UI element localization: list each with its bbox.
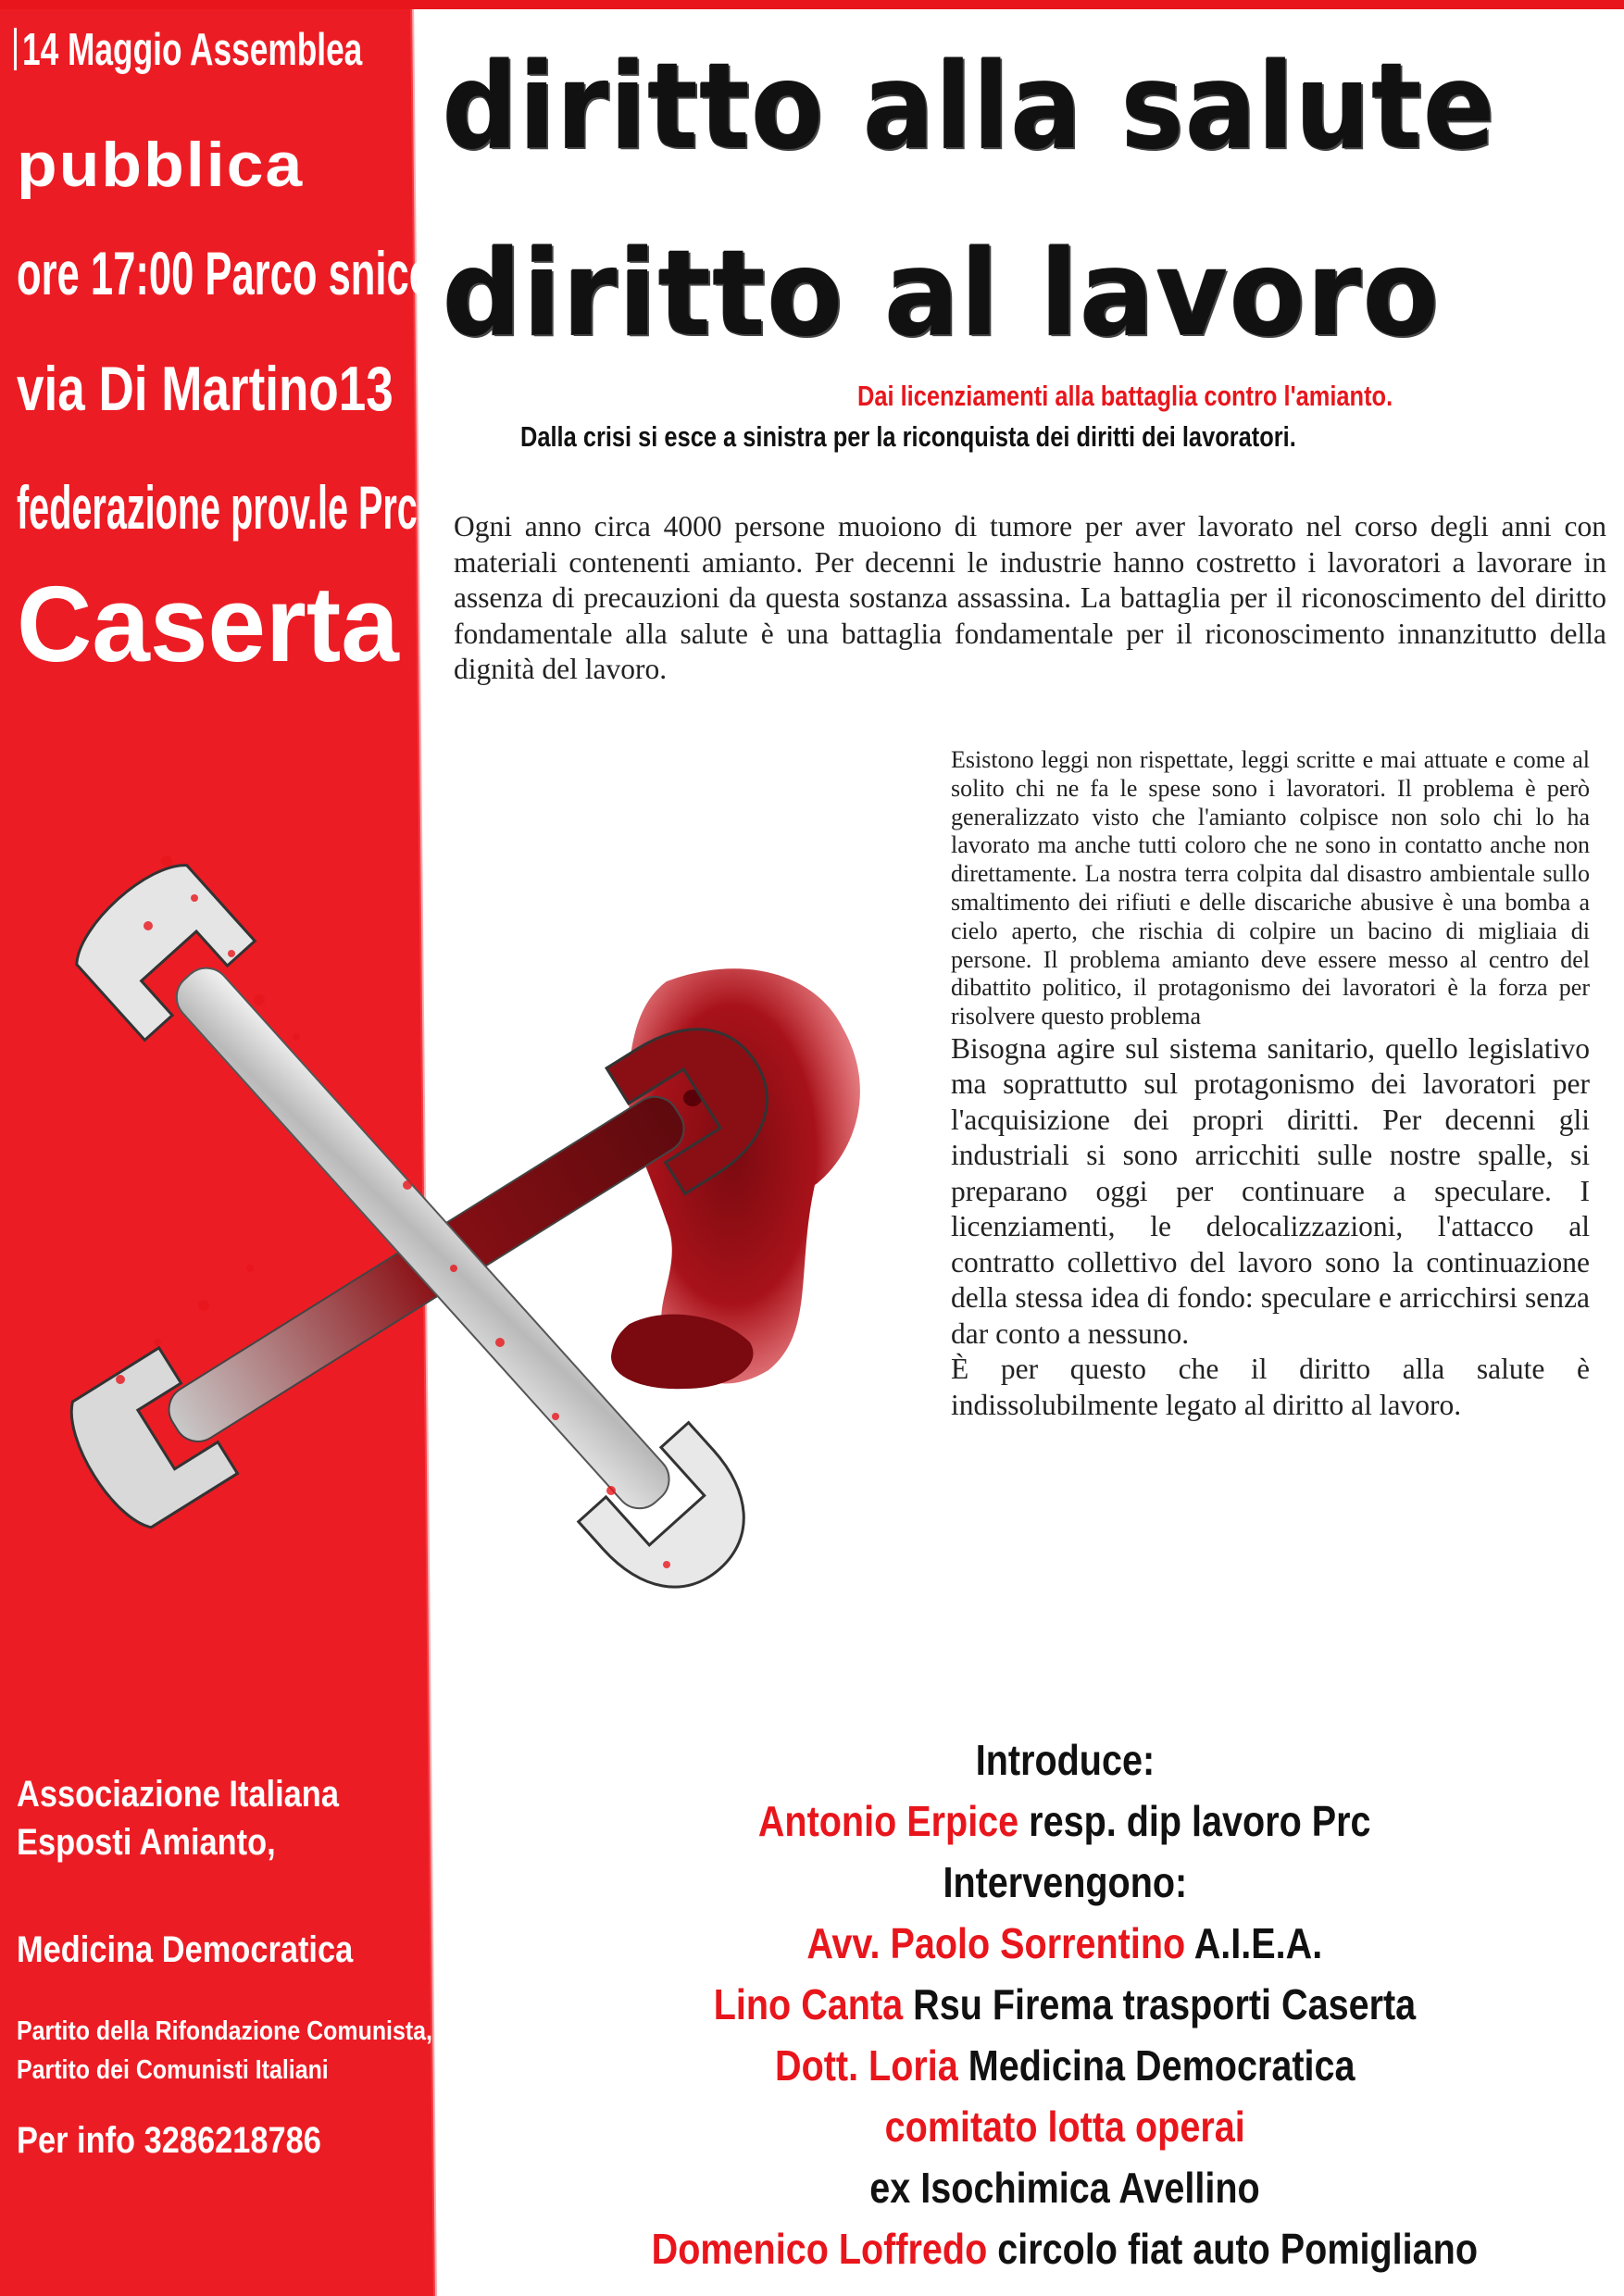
- top-red-border: [0, 0, 1624, 9]
- left-rule: [14, 28, 17, 70]
- speaker-line: Domenico Loffredo circolo fiat auto Pomigliano: [651, 2225, 1479, 2273]
- speaker-line: comitato lotta operai: [884, 2103, 1245, 2151]
- organizer-prc: Partito della Rifondazione Comunista,: [17, 2016, 432, 2046]
- subtitle-red: Dai licenziamenti alla battaglia contro l'amianto.: [857, 380, 1393, 412]
- headline-line-2: diritto al lavoro: [443, 225, 1441, 363]
- column-paragraph-3: È per questo che il diritto alla salute è indissolubilmente legato al diritto al lavoro.: [951, 1353, 1590, 1421]
- organizer-medicina: Medicina Democratica: [17, 1929, 354, 1970]
- column-paragraph-2: Bisogna agire sul sistema sanitario, quello legislativo ma soprattutto sul protagonismo dei lavoratori per l'acquisizione dei propri diritti. Per decenni gli industriali si sono arricchiti sulle nostre spalle, si preparano oggi per continuare a speculare. I licenziamenti, le delocalizzazioni, l'attacco al contratto collettivo del lavoro sono la continuazione della stessa idea di fondo: speculare e arricchirsi senza dar conto a nessuno.: [951, 1031, 1590, 1350]
- info-phone: Per info 3286218786: [17, 2120, 321, 2161]
- introducer: Antonio Erpice resp. dip lavoro Prc: [758, 1797, 1371, 1845]
- body-column: [951, 746, 1590, 1423]
- organizer-pdci: Partito dei Comunisti Italiani: [17, 2055, 329, 2085]
- organizer-aiea-line1: Associazione Italiana: [17, 1774, 339, 1815]
- column-paragraph-1: Esistono leggi non rispettate, leggi scritte e mai attuate e come al solito chi ne fa le spese sono i lavoratori. Il problema è però generalizzato visto che l'amianto colpisce non solo chi lo ha lavorato ma anche tutti coloro che ne sono in contatto anche non direttamente. La nostra terra colpita dal disastro ambientale sullo smaltimento dei rifiuti e delle discariche abusive è una bomba a cielo aperto, che rischia di colpire un bacino di migliaia di persone. Il problema amianto deve essere messo al centro del dibattito politico, il protagonismo dei lavoratori è la forza per risolvere questo problema: [951, 746, 1590, 1030]
- speaker-line: Avv. Paolo Sorrentino A.I.E.A.: [806, 1919, 1323, 1967]
- crossed-wrenches-illustration: [19, 787, 907, 1694]
- speakers-block: [518, 1729, 1611, 2279]
- event-type-line: pubblica: [17, 130, 305, 200]
- speaker-line: Lino Canta Rsu Firema trasporti Caserta: [713, 1980, 1417, 2028]
- speaker-line: Dott. Loria Medicina Democratica: [774, 2041, 1355, 2090]
- speaker-line: ex Isochimica Avellino: [869, 2164, 1260, 2212]
- introduce-label: Introduce:: [975, 1736, 1155, 1784]
- organizer-aiea-line2: Esposti Amianto,: [17, 1822, 276, 1863]
- event-city: Caserta: [17, 564, 399, 684]
- event-time-place: ore 17:00 Parco snicer: [17, 239, 447, 307]
- subtitle-black: Dalla crisi si esce a sinistra per la riconquista dei diritti dei lavoratori.: [520, 420, 1296, 453]
- event-address: via Di Martino13: [17, 354, 394, 424]
- speakers-label: Intervengono:: [943, 1858, 1187, 1906]
- event-venue: federazione prov.le Prc.: [17, 473, 428, 542]
- intro-paragraph: Ogni anno circa 4000 persone muoiono di tumore per aver lavorato nel corso degli anni con materiali contenenti amianto. Per decenni le industrie hanno costretto i lavoratori a lavorare in assenza di precauzioni da questa sostanza assassina. La battaglia per il riconoscimento del diritto fondamentale alla salute è una battaglia fondamentale per il riconoscimento innanzitutto della dignità del lavoro.: [454, 510, 1606, 685]
- event-date-line: 14 Maggio Assemblea: [22, 25, 363, 75]
- headline-line-1: diritto alla salute: [443, 38, 1497, 176]
